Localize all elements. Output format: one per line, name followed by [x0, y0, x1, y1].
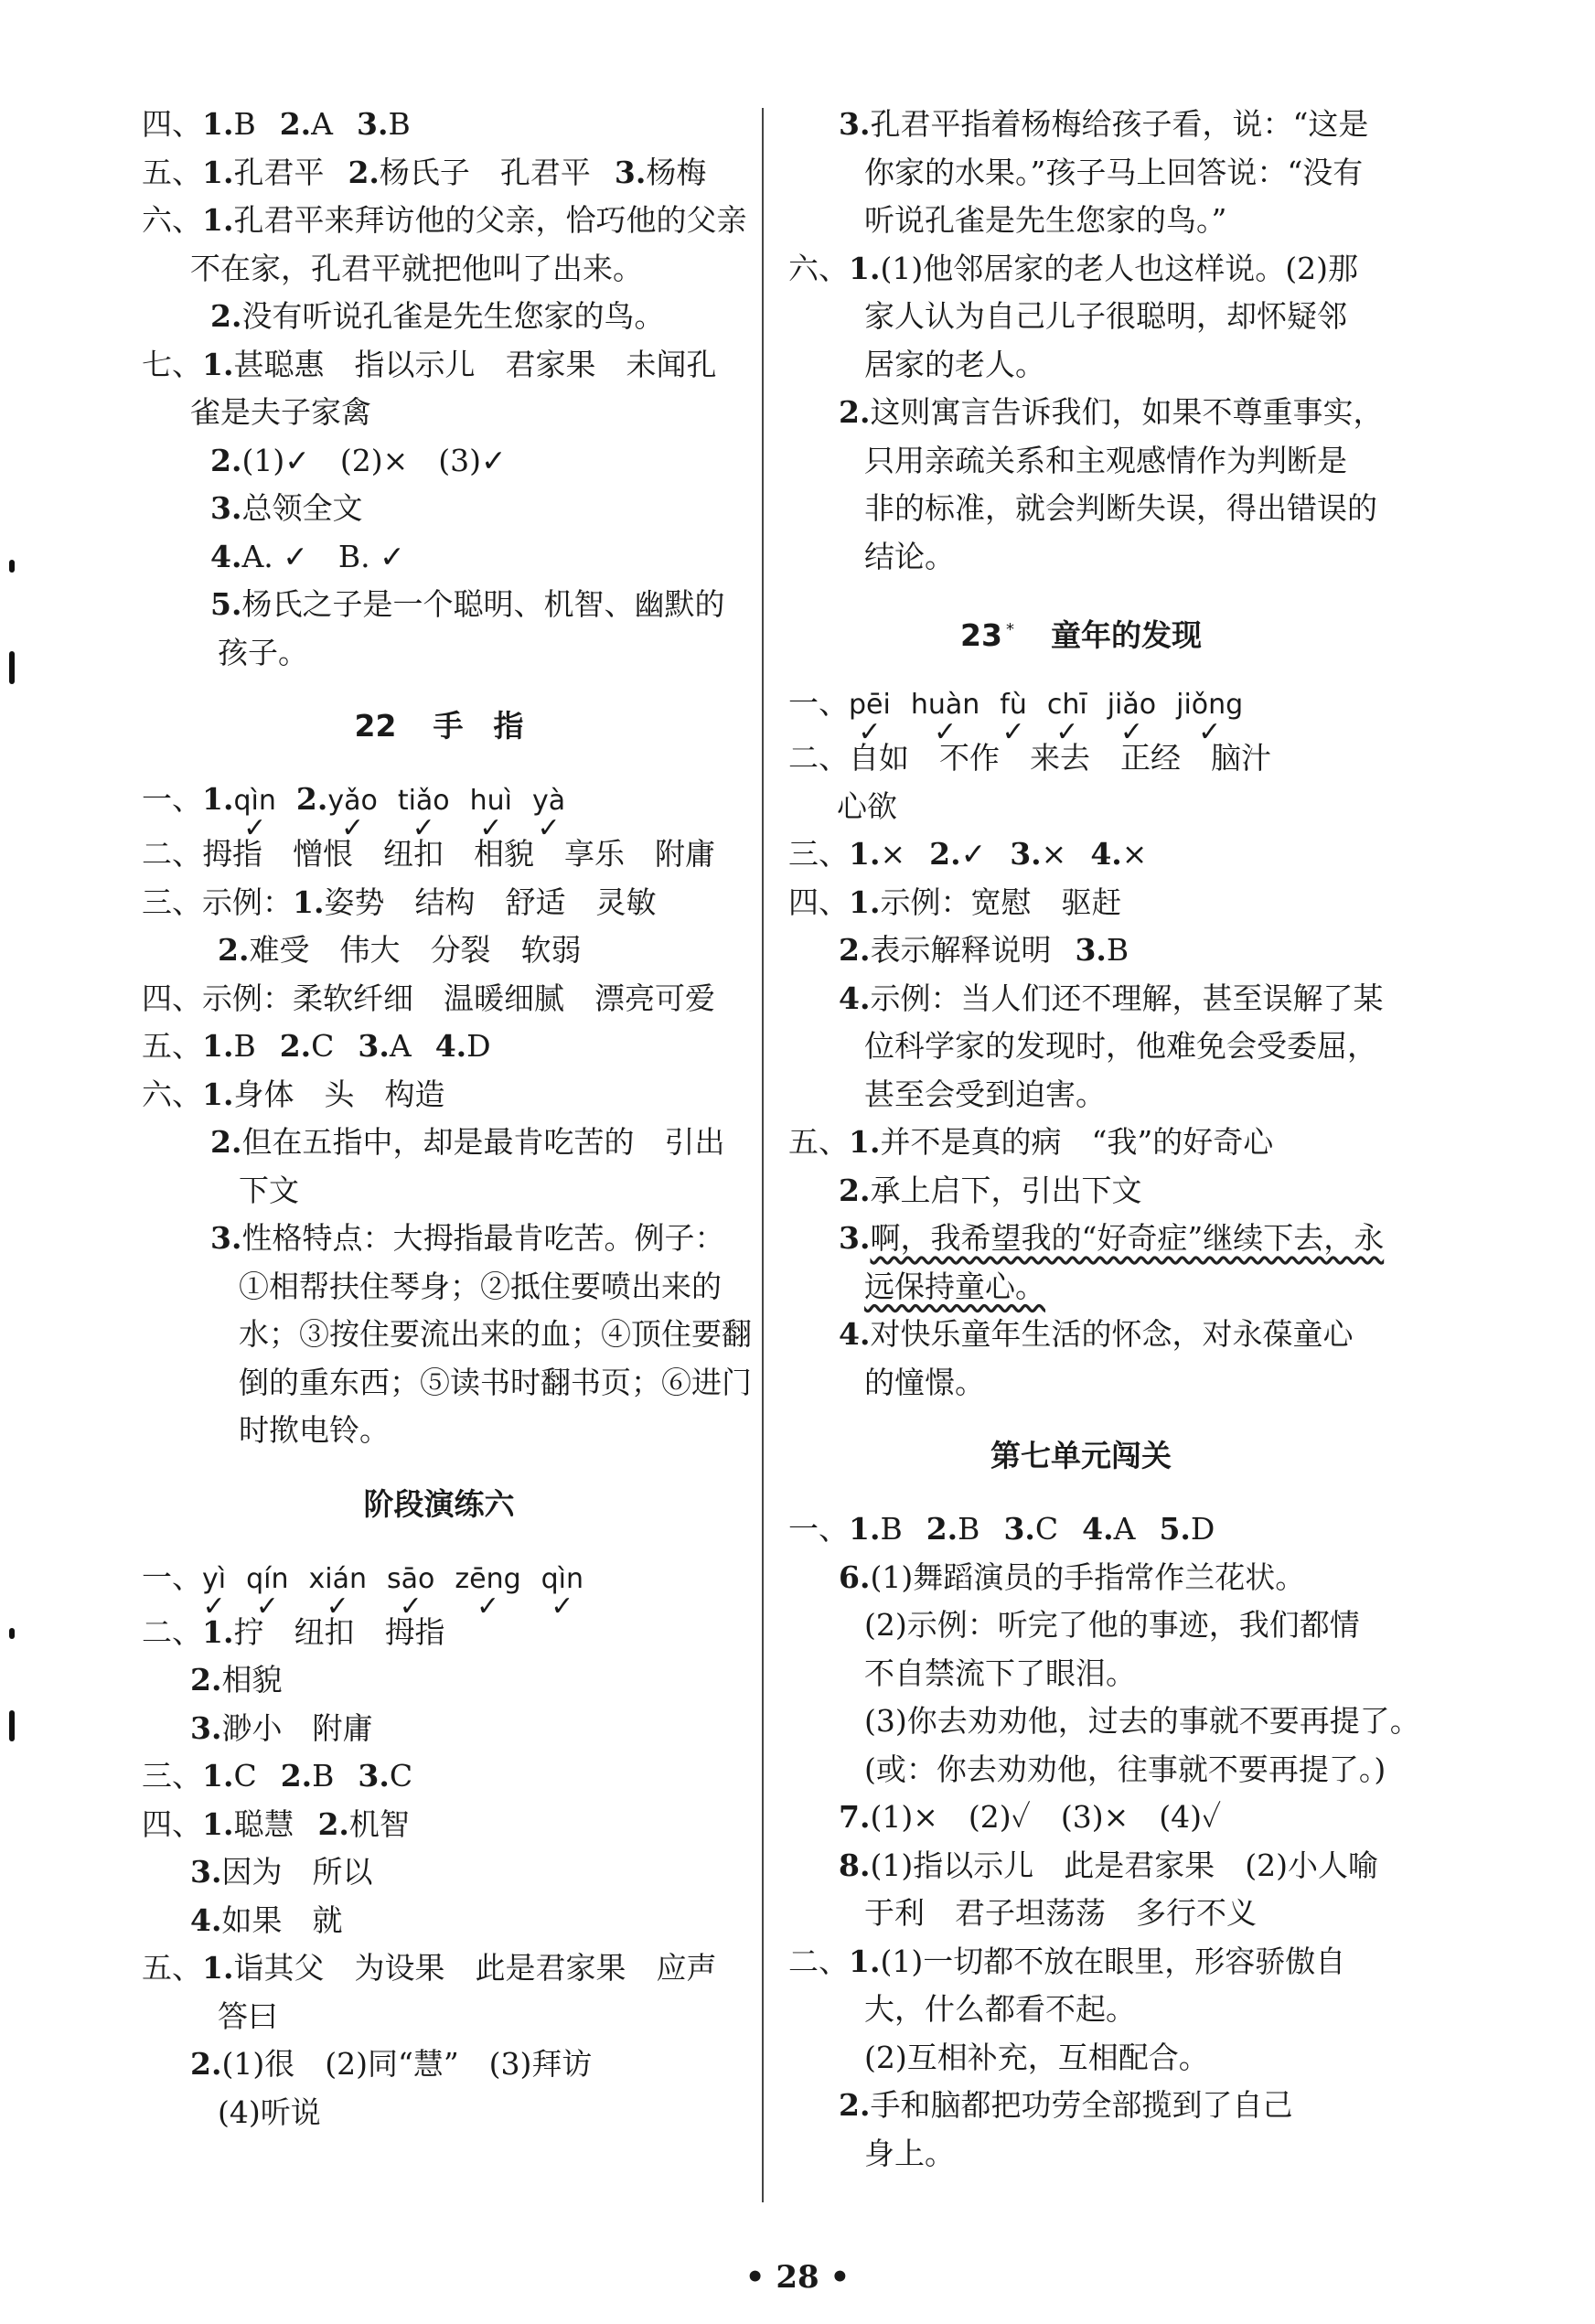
check-mark: ✓ [399, 1590, 423, 1623]
answer-line: 只用亲疏关系和主观感情作为判断是 [864, 442, 1347, 478]
answer-line: 七、1.甚聪惠 指以示儿 君家果 未闻孔 [142, 346, 717, 382]
pinyin-item: pēi ✓ [849, 681, 891, 730]
answer-line: 5.杨氏之子是一个聪明、机智、幽默的 [210, 586, 725, 622]
pinyin-line: 一、yì ✓ qín ✓ xián ✓ sāo ✓ zēng ✓ qìn ✓ [142, 1554, 736, 1609]
check-mark: ✓ [858, 716, 882, 748]
pinyin-item: huì ✓ [470, 777, 512, 826]
column-divider [762, 108, 764, 2202]
pinyin-item: qìn ✓ [541, 1556, 583, 1604]
scan-speck [9, 1628, 15, 1639]
section-heading-22: 22 手 指 [354, 708, 524, 744]
answer-line: 家人认为自己儿子很聪明，却怀疑邻 [864, 298, 1347, 334]
answer-line: (或：你去劝劝他，往事就不要再提了。) [864, 1751, 1386, 1787]
answer-line: 答曰 [218, 1997, 278, 2034]
answer-line: 二、拇指 憎恨 纽扣 相貌 享乐 附庸 [142, 836, 715, 872]
answer-line: 水；③按住要流出来的血；④顶住要翻 [239, 1316, 752, 1352]
answer-line: 于利 君子坦荡荡 多行不义 [864, 1895, 1257, 1931]
answer-line: 4.示例：当人们还不理解，甚至误解了某 [839, 980, 1384, 1016]
answer-line: 8.(1)指以示儿 此是君家果 (2)小人喻 [839, 1847, 1378, 1883]
pinyin-item: jiǎo ✓ [1108, 681, 1156, 730]
answer-line: 6.(1)舞蹈演员的手指常作兰花状。 [839, 1558, 1306, 1595]
check-mark: ✓ [476, 1590, 500, 1623]
right-column [788, 101, 1420, 2178]
answer-line: 四、1.聪慧 2.机智 [142, 1805, 410, 1842]
left-column [142, 101, 752, 2137]
answer-line: 六、1.(1)他邻居家的老人也这样说。(2)那 [788, 250, 1358, 286]
answer-line: 2.没有听说孔雀是先生您家的鸟。 [210, 298, 665, 334]
answer-line: 7.(1)× (2)✓ (3)× (4)✓ [839, 1799, 1222, 1835]
answer-line: 六、1.孔君平来拜访他的父亲，恰巧他的父亲 [142, 202, 747, 238]
answer-line: 2.表示解释说明 3.B [839, 932, 1129, 968]
answer-line: 五、1.孔君平 2.杨氏子 孔君平 3.杨梅 [142, 154, 707, 190]
answer-line: 三、1.× 2.✓ 3.× 4.× [788, 836, 1148, 872]
answer-line: 六、1.身体 头 构造 [142, 1076, 445, 1112]
answer-line: 2.(1)很 (2)同“慧” (3)拜访 [190, 2046, 593, 2082]
check-mark: ✓ [1119, 716, 1143, 748]
check-mark: ✓ [202, 1590, 226, 1623]
pinyin-line: 一、pēi ✓ huàn ✓ fù ✓ chī ✓ jiǎo ✓ jiǒng ✓ [788, 680, 1374, 734]
check-mark: ✓ [1001, 716, 1025, 748]
answer-line: 远保持童心。 [864, 1268, 1045, 1304]
answer-line: 四、1.示例：宽慰 驱赶 [788, 884, 1122, 920]
answer-line: 雀是夫子家禽 [190, 394, 371, 430]
answer-line: 不自禁流下了眼泪。 [864, 1655, 1136, 1691]
answer-line: 一、1.B 2.B 3.C 4.A 5.D [788, 1511, 1215, 1547]
pinyin-line: 一、1.qìn ✓ 2.yǎo ✓ tiǎo ✓ huì ✓ yà ✓ [142, 776, 736, 830]
scan-speck [9, 651, 15, 684]
check-mark: ✓ [933, 716, 958, 748]
check-mark: ✓ [551, 1590, 574, 1623]
check-mark: ✓ [1055, 716, 1079, 748]
answer-line: 4.A. ✓ B. ✓ [210, 538, 405, 574]
answer-line: 四、示例：柔软纤细 温暖细腻 漂亮可爱 [142, 980, 715, 1016]
answer-line: 二、1.(1)一切都不放在眼里，形容骄傲自 [788, 1943, 1346, 1979]
answer-line: 2.这则寓言告诉我们，如果不尊重事实， [839, 394, 1384, 430]
page-number: • 28 • [744, 2259, 851, 2296]
pinyin-item: jiǒng ✓ [1176, 681, 1243, 730]
answer-line: 3.孔君平指着杨梅给孩子看，说：“这是 [839, 106, 1369, 142]
answer-line: 3.啊，我希望我的“好奇症”继续下去，永 [839, 1220, 1385, 1256]
answer-line: 下文 [239, 1172, 299, 1208]
pinyin-item: xián ✓ [309, 1556, 368, 1604]
answer-line: 五、1.诣其父 为设果 此是君家果 应声 [142, 1950, 717, 1986]
check-mark: ✓ [326, 1590, 349, 1623]
scan-speck [9, 560, 15, 573]
answer-line: 3.性格特点：大拇指最肯吃苦。例子： [210, 1220, 725, 1256]
answer-line: 3.渺小 附庸 [190, 1709, 373, 1746]
pinyin-item: qín ✓ [246, 1556, 288, 1604]
answer-line: 身上。 [864, 2135, 955, 2171]
pinyin-item: qìn ✓ [233, 777, 275, 826]
pinyin-item: sāo ✓ [387, 1556, 434, 1604]
answer-line: 2.相貌 [190, 1662, 283, 1697]
answer-line: 3.总领全文 [210, 490, 363, 526]
check-mark: ✓ [243, 812, 267, 844]
answer-line: 4.如果 就 [190, 1901, 343, 1938]
answer-line: (2)互相补充，互相配合。 [864, 2039, 1209, 2075]
answer-line: 2.难受 伟大 分裂 软弱 [218, 932, 582, 968]
answer-line: 3.因为 所以 [190, 1854, 373, 1890]
answer-line: 4.对快乐童年生活的怀念，对永葆童心 [839, 1316, 1354, 1352]
check-mark: ✓ [537, 812, 561, 844]
answer-line: 时揿电铃。 [239, 1412, 390, 1448]
answer-line: 听说孔雀是先生您家的鸟。” [864, 202, 1227, 238]
answer-line: 三、1.C 2.B 3.C [142, 1758, 413, 1794]
pinyin-item: yà ✓ [532, 777, 565, 826]
check-mark: ✓ [255, 1590, 279, 1623]
pinyin-item: huàn ✓ [911, 681, 979, 730]
check-mark: ✓ [412, 812, 435, 844]
pinyin-item: zēng ✓ [455, 1556, 520, 1604]
answer-line: 的憧憬。 [864, 1364, 985, 1400]
answer-line: 五、1.并不是真的病 “我”的好奇心 [788, 1124, 1274, 1160]
answer-line: 二、1.拧 纽扣 拇指 [142, 1613, 445, 1650]
answer-line: 不在家，孔君平就把他叫了出来。 [190, 250, 643, 286]
answer-line: 结论。 [864, 538, 955, 574]
answer-line: 2.承上启下，引出下文 [839, 1172, 1142, 1208]
answer-line: 大，什么都看不起。 [864, 1991, 1136, 2027]
check-mark: ✓ [1198, 716, 1222, 748]
answer-line: 甚至会受到迫害。 [864, 1076, 1106, 1112]
answer-line: 2.但在五指中，却是最肯吃苦的 引出 [210, 1124, 725, 1160]
pinyin-item: yì ✓ [202, 1556, 226, 1604]
section-heading-stage-6: 阶段演练六 [363, 1485, 515, 1522]
section-heading-23: 23 * 童年的发现 [960, 617, 1202, 653]
answer-line: 居家的老人。 [864, 346, 1045, 382]
pinyin-item: yǎo ✓ [327, 777, 378, 826]
answer-line: 倒的重东西；⑤读书时翻书页；⑥进门 [239, 1364, 752, 1400]
answer-line: 位科学家的发现时，他难免会受委屈， [864, 1028, 1377, 1064]
section-heading-unit-7: 第七单元闯关 [990, 1438, 1172, 1473]
pinyin-item: chī ✓ [1047, 681, 1087, 730]
answer-line: (3)你去劝劝他，过去的事就不要再提了。 [864, 1703, 1420, 1739]
answer-line: 三、示例：1.姿势 结构 舒适 灵敏 [142, 884, 657, 920]
answer-line: 二、自如 不作 来去 正经 脑汁 [788, 740, 1271, 776]
answer-line: 非的标准，就会判断失误，得出错误的 [864, 490, 1377, 526]
answer-line: 孩子。 [218, 634, 308, 670]
check-mark: ✓ [340, 812, 365, 844]
check-mark: ✓ [479, 812, 503, 844]
answer-line: 心欲 [837, 787, 897, 824]
answer-line: 2.手和脑都把功劳全部揽到了自己 [839, 2087, 1293, 2123]
pinyin-item: tiǎo ✓ [398, 777, 450, 826]
answer-line: 四、1.B 2.A 3.B [142, 106, 411, 142]
answer-line: 2.(1)✓ (2)× (3)✓ [210, 442, 507, 478]
answer-line: ①相帮扶住琴身；②抵住要喷出来的 [239, 1268, 722, 1304]
answer-line: 五、1.B 2.C 3.A 4.D [142, 1028, 491, 1064]
scan-speck [9, 1710, 15, 1741]
answer-line: 你家的水果。”孩子马上回答说：“没有 [864, 154, 1364, 190]
answer-line: (4)听说 [218, 2094, 321, 2130]
pinyin-item: fù ✓ [1000, 681, 1027, 730]
answer-line: (2)示例：听完了他的事迹，我们都情 [864, 1607, 1360, 1643]
